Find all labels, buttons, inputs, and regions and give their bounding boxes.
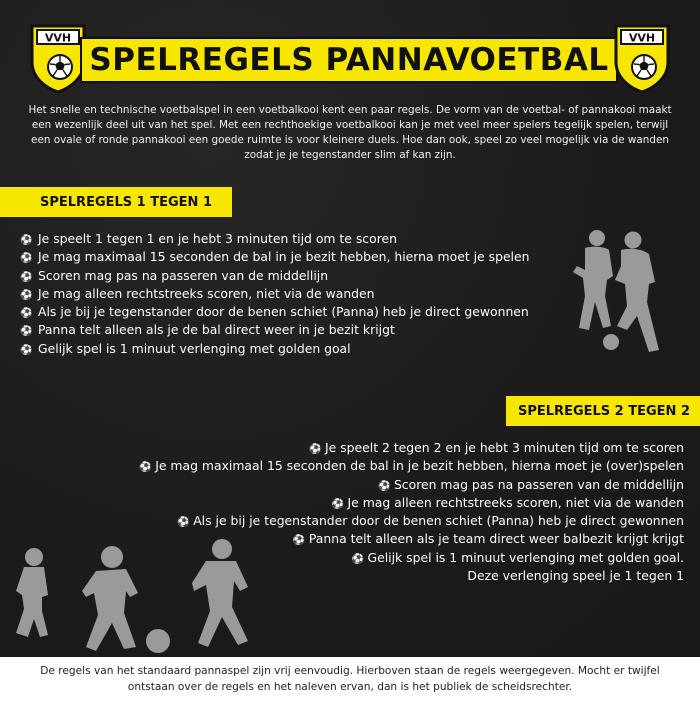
title-banner bbox=[80, 37, 618, 83]
crest-text: VVH bbox=[628, 31, 656, 45]
rule-text: Deze verlenging speel je 1 tegen 1 bbox=[467, 568, 684, 584]
list-item bbox=[20, 340, 529, 358]
section-1-heading: SPELREGELS 1 TEGEN 1 bbox=[0, 187, 232, 217]
list-item bbox=[139, 512, 684, 530]
list-item bbox=[139, 476, 684, 494]
list-item bbox=[20, 267, 529, 285]
list-item bbox=[139, 457, 684, 475]
footer-line-2: ontstaan over de regels en het naleven ervan, dan is het publiek de scheidsrechter. bbox=[127, 680, 573, 693]
rule-text: Je speelt 1 tegen 1 en je hebt 3 minuten tijd om te scoren bbox=[38, 231, 398, 246]
list-item bbox=[20, 230, 529, 248]
vvh-crest-icon bbox=[28, 22, 88, 94]
soccer-ball-icon: ⚽ bbox=[139, 462, 152, 474]
rule-text: Scoren mag pas na passeren van de middellijn bbox=[393, 476, 684, 492]
list-item bbox=[20, 321, 529, 339]
list-item bbox=[139, 439, 684, 457]
vvh-crest-icon bbox=[612, 22, 672, 94]
kids-playing-silhouette bbox=[8, 535, 268, 657]
rule-text: Panna telt alleen als je de bal direct weer in je bezit krijgt bbox=[38, 322, 395, 338]
list-item bbox=[139, 494, 684, 512]
rule-text: Panna telt alleen als je team direct weer balbezit krijgt krijgt bbox=[308, 531, 684, 547]
soccer-ball-icon: ⚽ bbox=[20, 271, 33, 283]
rule-text: Je mag maximaal 15 seconden de bal in je bezit hebben, hierna moet je spelen bbox=[38, 249, 530, 265]
list-item bbox=[20, 303, 529, 321]
list-item bbox=[20, 285, 529, 303]
rules-list-1v1 bbox=[20, 230, 529, 358]
two-players-silhouette bbox=[555, 226, 675, 356]
soccer-ball-icon: ⚽ bbox=[292, 535, 306, 547]
intro-text: Het snelle en technische voetbalspel in een voetbalkooi kent een paar regels. De vorm van de voetbal- of pannakooi maakt een wezenlijk deel uit van het spel. Met een rechthoekige voetbalkooi kan je met veel meer spelers tegelijk spelen, terwijl een ovale of ronde pannakooi een goede ruimte is voor kleinere duels. Hoe dan ook, speel zo veel mogelijk via de wanden zodat je je tegenstander slim af kan zijn. bbox=[28, 104, 672, 161]
section-2-heading: SPELREGELS 2 TEGEN 2 bbox=[506, 396, 700, 426]
page-title: SPELREGELS PANNAVOETBAL bbox=[89, 42, 609, 78]
soccer-ball-icon: ⚽ bbox=[308, 444, 322, 455]
rule-text: Je mag maximaal 15 seconden de bal in je bezit hebben, hierna moet je (over)spelen bbox=[155, 458, 684, 474]
soccer-ball-icon: ⚽ bbox=[20, 344, 33, 356]
footer-line-1: De regels van het standaard pannaspel zijn vrij eenvoudig. Hierboven staan de regels weergegeven. Mocht er twijfel bbox=[40, 665, 660, 677]
soccer-ball-icon: ⚽ bbox=[20, 308, 33, 320]
rule-text: Gelijk spel is 1 minuut verlenging met golden goal bbox=[38, 340, 351, 356]
rule-text: Als je bij je tegenstander door de benen schiet (Panna) heb je direct gewonnen bbox=[38, 304, 529, 320]
rule-text: Gelijk spel is 1 minuut verlenging met golden goal. bbox=[367, 549, 684, 565]
soccer-ball-icon: ⚽ bbox=[351, 553, 364, 565]
rule-text: Als je bij je tegenstander door de benen schiet (Panna) heb je direct gewonnen bbox=[193, 513, 684, 529]
rule-text: Je mag alleen rechtstreeks scoren, niet via de wanden bbox=[347, 494, 684, 510]
footer bbox=[0, 657, 700, 701]
list-item bbox=[20, 248, 529, 266]
rule-text: Scoren mag pas na passeren van de middellijn bbox=[38, 267, 329, 283]
rule-text: Je mag alleen rechtstreeks scoren, niet via de wanden bbox=[38, 285, 375, 301]
soccer-ball-icon: ⚽ bbox=[20, 253, 33, 265]
crest-text: VVH bbox=[44, 31, 72, 45]
soccer-ball-icon: ⚽ bbox=[177, 517, 190, 529]
soccer-ball-icon: ⚽ bbox=[20, 289, 33, 301]
rule-text: Je speelt 2 tegen 2 en je hebt 3 minuten tijd om te scoren bbox=[324, 440, 684, 455]
soccer-ball-icon: ⚽ bbox=[331, 498, 344, 510]
soccer-ball-icon: ⚽ bbox=[20, 235, 33, 246]
soccer-ball-icon: ⚽ bbox=[20, 326, 33, 338]
soccer-ball-icon: ⚽ bbox=[377, 480, 391, 492]
